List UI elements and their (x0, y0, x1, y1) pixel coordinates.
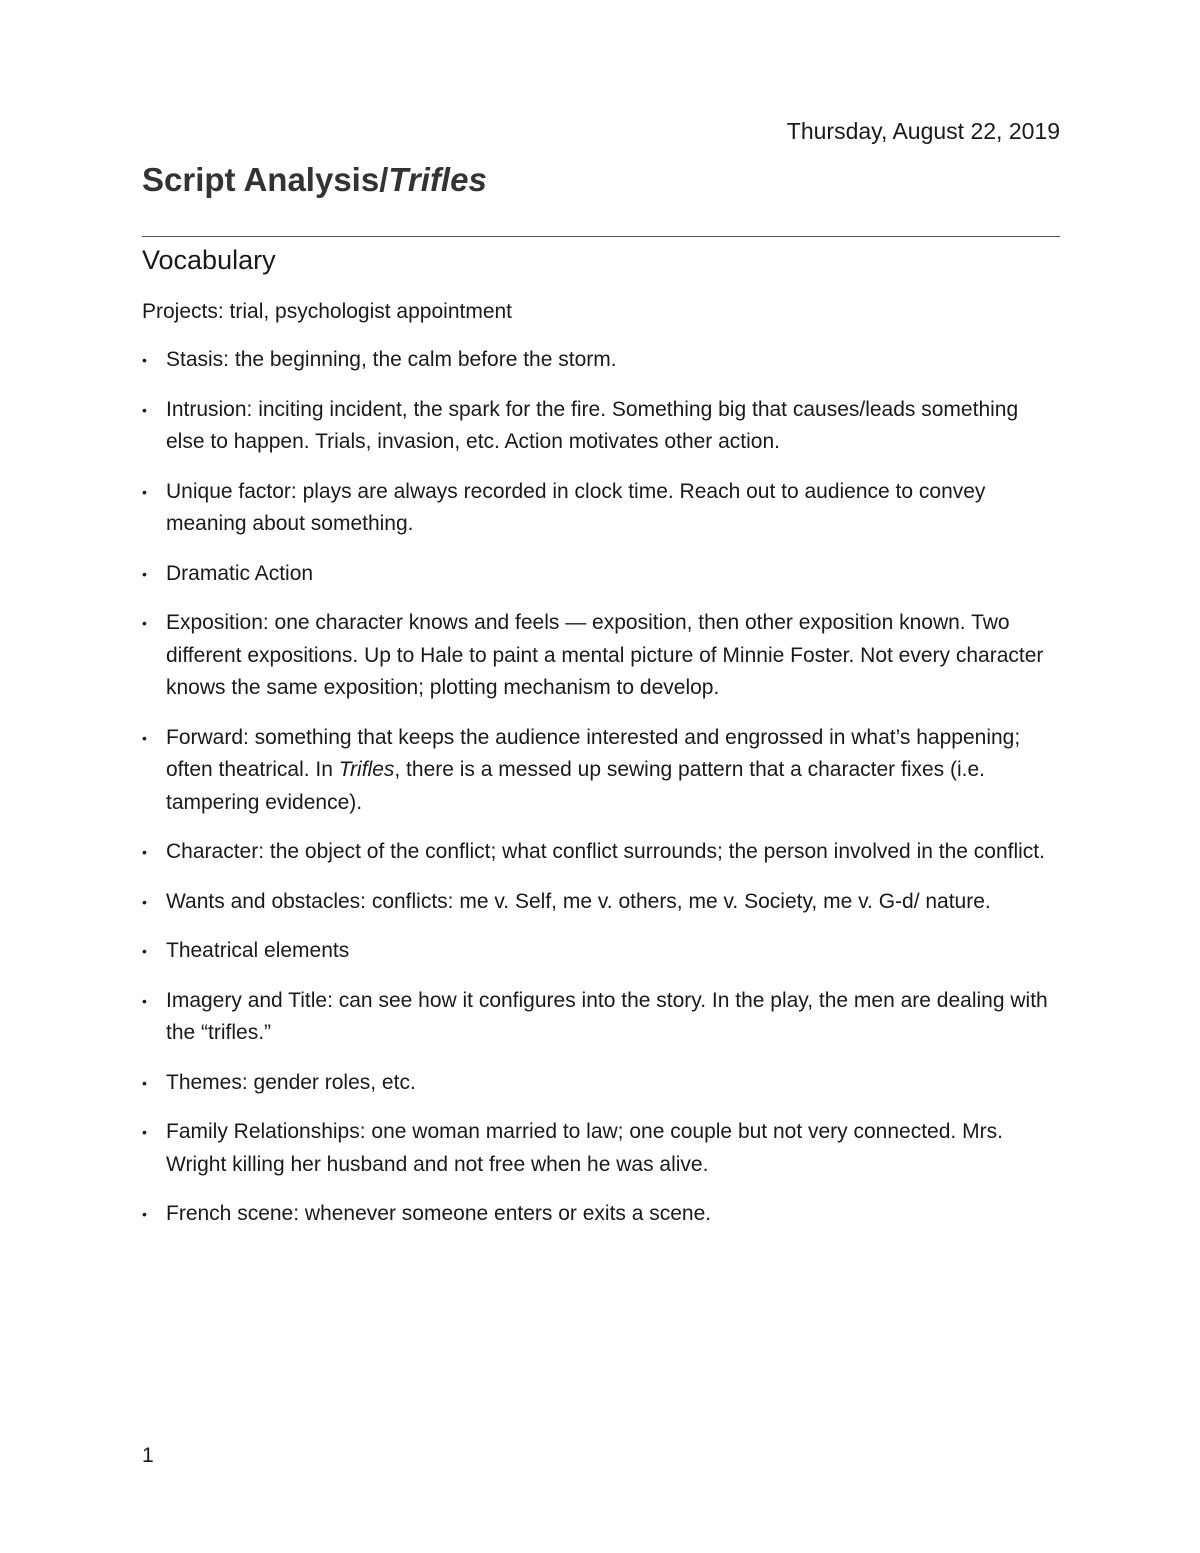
list-item-text-italic: Trifles (338, 758, 395, 781)
bullet-icon: • (142, 893, 147, 910)
list-item-family-relationships (142, 1116, 1060, 1181)
list-item-text: Imagery and Title: can see how it configures into the story. In the play, the men are dealing with the “trifles.” (166, 988, 1048, 1044)
list-item-french-scene (142, 1198, 1060, 1231)
bullet-icon: • (142, 1074, 147, 1091)
bullet-icon: • (142, 565, 147, 582)
title-divider (142, 236, 1060, 237)
page-number: 1 (142, 1444, 154, 1467)
title-italic: Trifles (388, 161, 487, 198)
list-item-text: Theatrical elements (166, 939, 350, 962)
bullet-icon: • (142, 992, 147, 1009)
list-item-unique-factor (142, 476, 1060, 541)
bullet-icon: • (142, 1124, 147, 1140)
bullet-icon: • (142, 844, 147, 860)
list-item-text: French scene: whenever someone enters or exits a scene. (166, 1202, 712, 1225)
list-item-wants-obstacles (142, 886, 1060, 919)
bullet-icon: • (142, 729, 147, 746)
list-item-intrusion (142, 394, 1060, 459)
list-item-forward (142, 722, 1060, 820)
bullet-icon: • (142, 943, 147, 959)
list-item-dramatic-action (142, 558, 1060, 591)
document-date: Thursday, August 22, 2019 (786, 118, 1060, 144)
list-item-themes (142, 1067, 1060, 1100)
bullet-icon: • (142, 401, 147, 418)
page-title (142, 158, 487, 202)
list-item-imagery-title (142, 985, 1060, 1050)
list-item-text-after: , there is a messed up sewing pattern that a character fixes (i.e. tampering evidence). (166, 758, 986, 814)
bullet-icon: • (142, 615, 147, 631)
list-item-text: Unique factor: plays are always recorded in clock time. Reach out to audience to convey meaning about something. (166, 479, 986, 535)
list-item-theatrical-elements (142, 935, 1060, 968)
list-item-text: Exposition: one character knows and feels — exposition, then other exposition known. Two different expositions. Up to Hale to paint a mental picture of Minnie Foster. Not every character knows the same exposition; plotting mechanism to develop. (166, 611, 1044, 699)
list-item-exposition (142, 607, 1060, 705)
list-item-text: Wants and obstacles: conflicts: me v. Self, me v. others, me v. Society, me v. G-d/ nature. (166, 889, 991, 913)
bullet-icon: • (142, 1206, 147, 1222)
bullet-icon: • (142, 352, 147, 368)
list-item-text: Family Relationships: one woman married to law; one couple but not very connected. Mrs. Wright killing her husband and not free when he was alive. (166, 1120, 1003, 1176)
list-item-text-before: Forward: something that keeps the audience interested and engrossed in what’s happening; often theatrical. In (166, 725, 1021, 781)
vocabulary-list (142, 344, 1060, 1248)
list-item-stasis (142, 344, 1060, 377)
list-item-text: Intrusion: inciting incident, the spark for the fire. Something big that causes/leads something else to happen. Trials, invasion, etc. Action motivates other action. (166, 397, 1019, 453)
list-item-text: Stasis: the beginning, the calm before the storm. (166, 348, 617, 371)
list-item-text: Dramatic Action (166, 561, 314, 585)
list-item-character (142, 836, 1060, 869)
intro-paragraph: Projects: trial, psychologist appointment (142, 300, 513, 323)
title-main: Script Analysis/ (142, 161, 389, 198)
bullet-icon: • (142, 483, 147, 500)
list-item-text: Themes: gender roles, etc. (166, 1070, 416, 1094)
section-heading: Vocabulary (142, 245, 276, 275)
list-item-text: Character: the object of the conflict; what conflict surrounds; the person involved in the conflict. (166, 840, 1045, 863)
